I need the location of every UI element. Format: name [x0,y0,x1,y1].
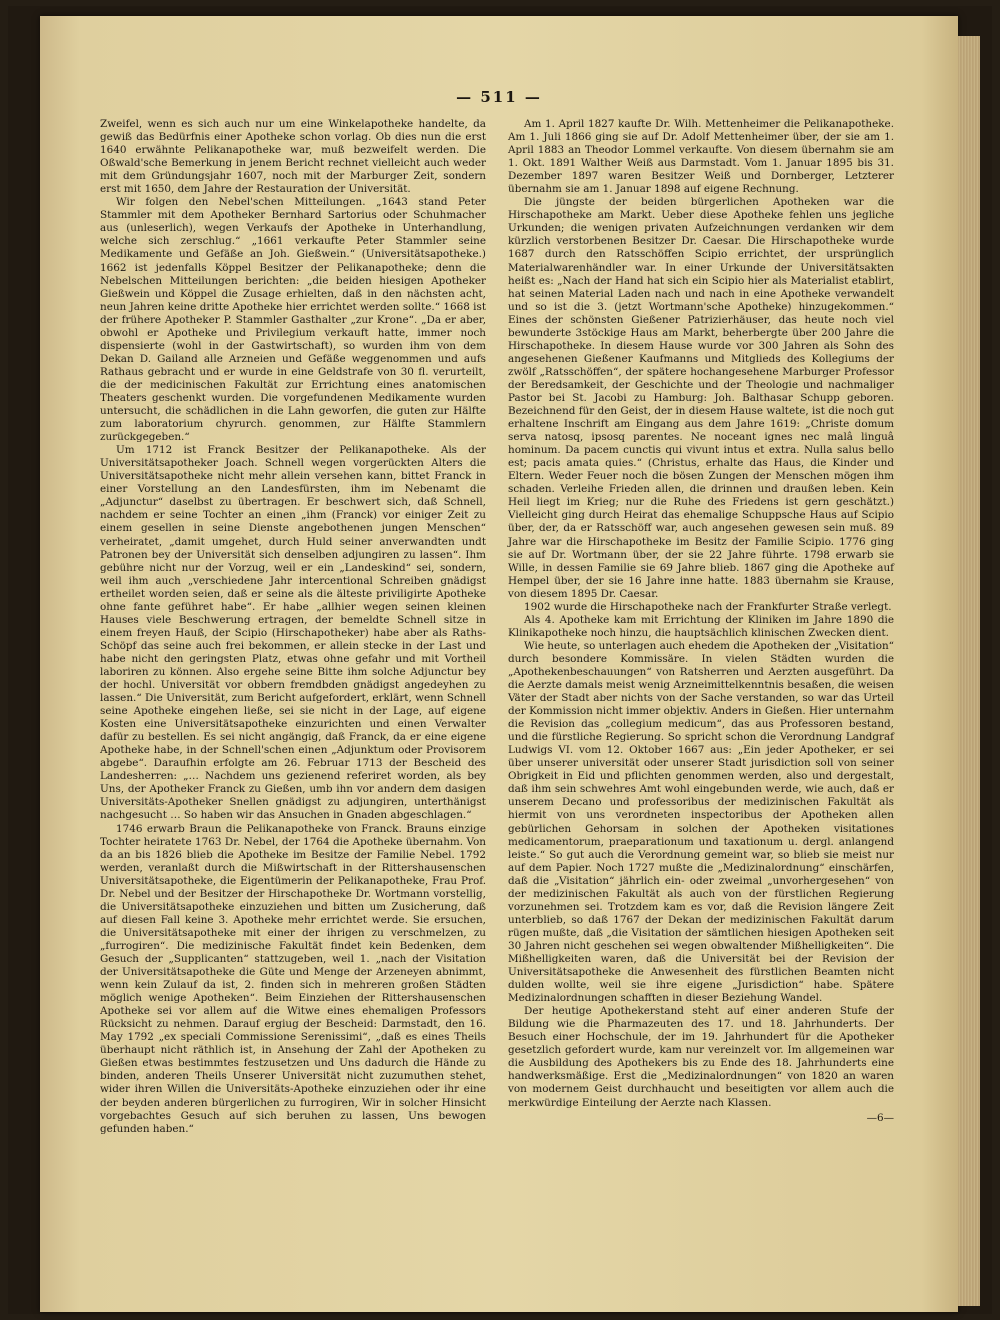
paragraph: Als 4. Apotheke kam mit Errichtung der Kliniken im Jahre 1890 die Klinikapotheke noch hinzu, die hauptsächlich klinischen Zwecken dient. [508,613,894,639]
paragraph: Um 1712 ist Franck Besitzer der Pelikanapotheke. Als der Universitätsapotheker Joach. Schnell wegen vorgerückten Alters die Universitätsapotheke nicht mehr allein versehen kann, bittet Franck in einer Vorstellung an den Landesfürsten, ihm im Nebenamt die „Adjunctur“ daselbst zu übertragen. Er beschwert sich, daß Schnell, nachdem er seine Tochter an einen „ihm (Franck) vor einiger Zeit zu einem gesellen in seine Dienste angebothenen jungen Menschen“ verheiratet, „damit umgehet, durch Huld seiner anverwandten undt Patronen bey der Universität sich denselben adjungiren zu lassen“. Ihm gebühre nicht nur der Vorzug, weil er ein „Landeskind“ sei, sondern, weil ihm auch „verschiedene Jahr intercentional Schreiben gnädigst ertheilet worden seien, daß er seine als die älteste priviligirte Apotheke ohne fante geführet habe“. Er habe „allhier wegen seinen kleinen Hauses viele Beschwerung ertragen, der bemeldte Schnell sitze in einem freyen Hauß, der Scipio (Hirschapotheker) habe aber als Raths-Schöpf das seine auch frei bekommen, er allein stecke in der Last und habe nicht den geringsten Platz, etwas ohne gefahr und mit Vortheil laboriren zu können. Also ergehe seine Bitte ihm solche Adjunctur bey der hochl. Universität vor obbern fremdbden gnädigst angedeyhen zu lassen.“ Die Universität, zum Bericht aufgefordert, erklärt, wenn Schnell seine Apotheke eingehen ließe, sei sie nicht in der Lage, auf eigene Kosten eine Universitätsapotheke einzurichten und einen Verwalter dafür zu bestellen. Es sei nicht angängig, daß Franck, da er eine eigene Apotheke habe, in der Schnell'schen einen „Adjunktum oder Provisorem abgebe“. Daraufhin erfolgte am 26. Februar 1713 der Bescheid des Landesherren: „… Nachdem uns gezienend referiret worden, als bey Uns, der Apotheker Franck zu Gießen, umb ihn vor andern dem dasigen Universitäts-Apotheker Snellen gnädigst zu adjungiren, unterthänigst nachgesucht … So haben wir das Ansuchen in Gnaden abgeschlagen.“ [100,444,486,822]
paragraph: Am 1. April 1827 kaufte Dr. Wilh. Mettenheimer die Pelikanapotheke. Am 1. Juli 1866 ging sie auf Dr. Adolf Mettenheimer über, der sie am 1. April 1883 an Theodor Lommel verkaufte. Von diesem übernahm sie am 1. Okt. 1891 Walther Weiß aus Darmstadt. Vom 1. Januar 1895 bis 31. Dezember 1897 waren Besitzer Weiß und Dornberger, Letzterer übernahm sie am 1. Januar 1898 auf eigene Rechnung. [508,118,894,196]
paragraph: 1902 wurde die Hirschapotheke nach der Frankfurter Straße verlegt. [524,600,892,613]
scan-background [8,6,992,1314]
paragraph: Wie heute, so unterlagen auch ehedem die Apotheken der „Visitation“ durch besondere Kommissäre. In vielen Städten wurden die „Apothekenbeschauungen“ von Ratsherren und Aerzten ausgeführt. Da die Aerzte damals meist wenig Arzneimittelkenntnis besaßen, die weisen Väter der Stadt aber nichts von der Sache verstanden, so war das Urteil der Kommission nicht immer objektiv. Anders in Gießen. Hier unternahm die Revision das „collegium medicum“, das aus Professoren bestand, und die fürstliche Regierung. So spricht schon die Verordnung Landgraf Ludwigs VI. vom 12. Oktober 1667 aus: „Ein jeder Apotheker, er sei über unserer universität oder unserer Stadt jurisdiction soll von seiner Obrigkeit in Eid und pflichten genommen werden, also und dergestalt, daß ihm sein schwehres Amt wohl eingebunden werde, wie auch, daß er unserem Decano und professoribus der medizinischen Fakultät als hiermit von uns verordneten inspectoribus der Apotheken allen gebürlichen Gehorsam in solchen der Apotheken visitationes medicamentorum, praeparationum und taxationum u. dergl. anlangend leiste.“ So gut auch die Verordnung gemeint war, so blieb sie meist nur auf dem Papier. Noch 1727 mußte die „Medizinalordnung“ einschärfen, daß die „Visitation“ jährlich ein- oder zweimal „unvorhergesehen“ von der medizinischen Fakultät als auch von der fürstlichen Regierung vorzunehmen sei. Trotzdem kam es vor, daß die Revision längere Zeit unterblieb, so daß 1767 der Dekan der medizinischen Fakultät darum rügen mußte, daß „die Visitation der sämtlichen hiesigen Apotheken seit 30 Jahren nicht geschehen sei wegen obwaltender Mißhelligkeiten“. Die Mißhelligkeiten waren, daß die Universität bei der Revision der Universitätsapotheke die Anwesenheit des fürstlichen Beamten nicht dulden wollte, weil sie ihre eigene „Jurisdiction“ habe. Spätere Medizinalordnungen schafften in dieser Beziehung Wandel. [508,639,894,1005]
page-number: — 511 — [456,88,542,106]
paragraph: Wir folgen den Nebel'schen Mitteilungen. „1643 stand Peter Stammler mit dem Apotheker Bernhard Sartorius oder Schuhmacher aus (unleserlich), wegen Verkaufs der Apotheke in Unterhandlung, welche sich zerschlug.“ „1661 verkaufte Peter Stammler seine Medikamente und Gefäße an Joh. Gießwein.“ (Universitätsapotheke.) 1662 ist jedenfalls Köppel Besitzer der Pelikanapotheke; denn die Nebelschen Mitteilungen berichten: „die beiden hiesigen Apotheker Gießwein und Köppel die Zusage erhielten, daß in den nächsten acht, neun Jahren keine dritte Apotheke hier errichtet werden sollte.“ 1668 ist der frühere Apotheker P. Stammler Gasthalter „zur Krone“. „Da er aber, obwohl er Apotheke und Privilegium verkauft hatte, immer noch dispensierte (wohl in der Gastwirtschaft), so wurden ihm von dem Dekan D. Gailand alle Arzneien und Gefäße weggenommen und aufs Rathaus gebracht und er wurde in eine Geldstrafe von 30 fl. verurteilt, die der medicinischen Fakultät zur Errichtung eines anatomischen Theaters geschenkt wurden. Die vorgefundenen Medikamente wurden untersucht, die schädlichen in die Lahn geworfen, die guten zur Hälfte zum laboratorium chyrurch. genommen, zur Hälfte Stammlern zurückgegeben.“ [100,196,486,444]
paragraph: Die jüngste der beiden bürgerlichen Apotheken war die Hirschapotheke am Markt. Ueber diese Apotheke fehlen uns jegliche Urkunden; die wenigen privaten Aufzeichnungen verdanken wir dem kürzlich verstorbenen Besitzer Dr. Caesar. Die Hirschapotheke wurde 1687 durch den Ratsschöffen Scipio errichtet, der ursprünglich Materialwarenhändler war. In einer Urkunde der Universitätsakten heißt es: „Nach der Hand hat sich ein Scipio hier als Materialist etablirt, hat seinen Material Laden nach und nach in eine Apotheke verwandelt und so ist die 3. (jetzt Wortmann'sche Apotheke) hinzugekommen.“ Eines der schönsten Gießener Patrizierhäuser, das heute noch viel bewunderte 3stöckige Haus am Markt, beherbergte über 200 Jahre die Hirschapotheke. In diesem Hause wurde vor 300 Jahren als Sohn des angesehenen Gießener Kaufmanns und Mitglieds des Kollegiums der zwölf „Ratsschöffen“, der spätere hochangesehene Marburger Professor der Beredsamkeit, der Geschichte und der Theologie und nachmaliger Pastor bei St. Jacobi zu Hamburg: Joh. Balthasar Schupp geboren. Bezeichnend für den Geist, der in diesem Hause waltete, ist die noch gut erhaltene Inschrift am Eingang aus dem Jahre 1619: „Christe domum serva natosq, ipsosq parentes. Ne noceant ignes nec malâ linguâ hominum. Da pacem cunctis qui vivunt intus et extra. Nulla salus bello est; pacis amata quies.“ (Christus, erhalte das Haus, die Kinder und Eltern. Weder Feuer noch die bösen Zungen der Menschen mögen ihm schaden. Verleihe Frieden allen, die drinnen und draußen leben. Kein Heil liegt im Krieg; nur die Ruhe des Friedens ist gern geschätzt.) Vielleicht ging durch Heirat das ehemalige Schuppsche Haus auf Scipio über, der, da er Ratsschöff war, auch angesehen gewesen sein muß. 89 Jahre war die Hirschapotheke im Besitz der Familie Scipio. 1776 ging sie auf Dr. Wortmann über, der sie 22 Jahre führte. 1798 erwarb sie Wille, in dessen Familie sie 69 Jahre blieb. 1867 ging die Apotheke auf Hempel über, der sie 16 Jahre inne hatte. 1883 übernahm sie Krause, von diesem 1895 Dr. Caesar. [508,196,894,600]
right-column [508,118,894,1125]
left-column [100,118,486,1136]
paragraph: Zweifel, wenn es sich auch nur um eine Winkelapotheke handelte, da gewiß das Bedürfnis einer Apotheke schon vorlag. Ob dies nun die erst 1640 erwähnte Pelikanapotheke war, muß bezweifelt werden. Die Oßwald'sche Bemerkung in jenem Bericht rechnet vielleicht auch weder mit dem Gründungsjahr 1607, noch mit der Marburger Zeit, sondern erst mit 1650, dem Jahre der Restauration der Universität. [100,118,486,196]
paragraph: 1746 erwarb Braun die Pelikanapotheke von Franck. Brauns einzige Tochter heiratete 1763 Dr. Nebel, der 1764 die Apotheke übernahm. Von da an bis 1826 blieb die Apotheke im Besitze der Familie Nebel. 1792 werden, veranlaßt durch die Mißwirtschaft in der Rittershausenschen Universitätsapotheke, die Eigentümerin der Pelikanapotheke, Frau Prof. Dr. Nebel und der Besitzer der Hirschapotheke Dr. Wortmann vorstellig, die Universitätsapotheke einzuziehen und bitten um Zusicherung, daß auf diesen Fall keine 3. Apotheke mehr errichtet werde. Sie ersuchen, die Universitätsapotheke mit einer der ihrigen zu verschmelzen, zu „furrogiren“. Die medizinische Fakultät findet kein Bedenken, dem Gesuch der „Supplicanten“ stattzugeben, weil 1. „nach der Visitation der Universitätsapotheke die Güte und Menge der Arzeneyen abnimmt, wenn kein Zulauf da ist, 2. finden sich in mehreren großen Städten möglich wenige Apotheken“. Beim Einziehen der Rittershausenschen Apotheke sei vor allem auf die Witwe eines ehemaligen Professors Rücksicht zu nehmen. Darauf ergiug der Bescheid: Darmstadt, den 16. May 1792 „ex speciali Commissione Serenissimi“, „daß es eines Theils überhaupt nicht räthlich ist, in Ansehung der Zahl der Apotheken zu Gießen etwas bestimmtes festzusetzen und Uns dadurch die Hände zu binden, anderen Theils Unserer Universität nicht zuzumuthen stehet, wider ihren Willen die Universitäts-Apotheke einzuziehen oder ihr eine der beyden anderen bürgerlichen zu furrogiren, Wir in solcher Hinsicht vorgebachtes Gesuch auf sich beruhen zu lassen, Uns bewogen gefunden haben.“ [100,822,486,1135]
paragraph: Der heutige Apothekerstand steht auf einer anderen Stufe der Bildung wie die Pharmazeuten des 17. und 18. Jahrhunderts. Der Besuch einer Hochschule, der im 19. Jahrhundert für die Apotheker gesetzlich gefordert wurde, kam nur vereinzelt vor. Im allgemeinen war die Ausbildung des Apothekers bis zu Ende des 18. Jahrhunderts eine handwerksmäßige. Erst die „Medizinalordnungen“ von 1820 an waren von modernem Geist durchhaucht und beseitigten vor allem auch die merkwürdige Einteilung der Aerzte nach Klassen. [508,1005,894,1109]
book-page [40,16,958,1312]
signature-mark: —6— [866,1111,894,1124]
page-edges [958,36,980,1306]
